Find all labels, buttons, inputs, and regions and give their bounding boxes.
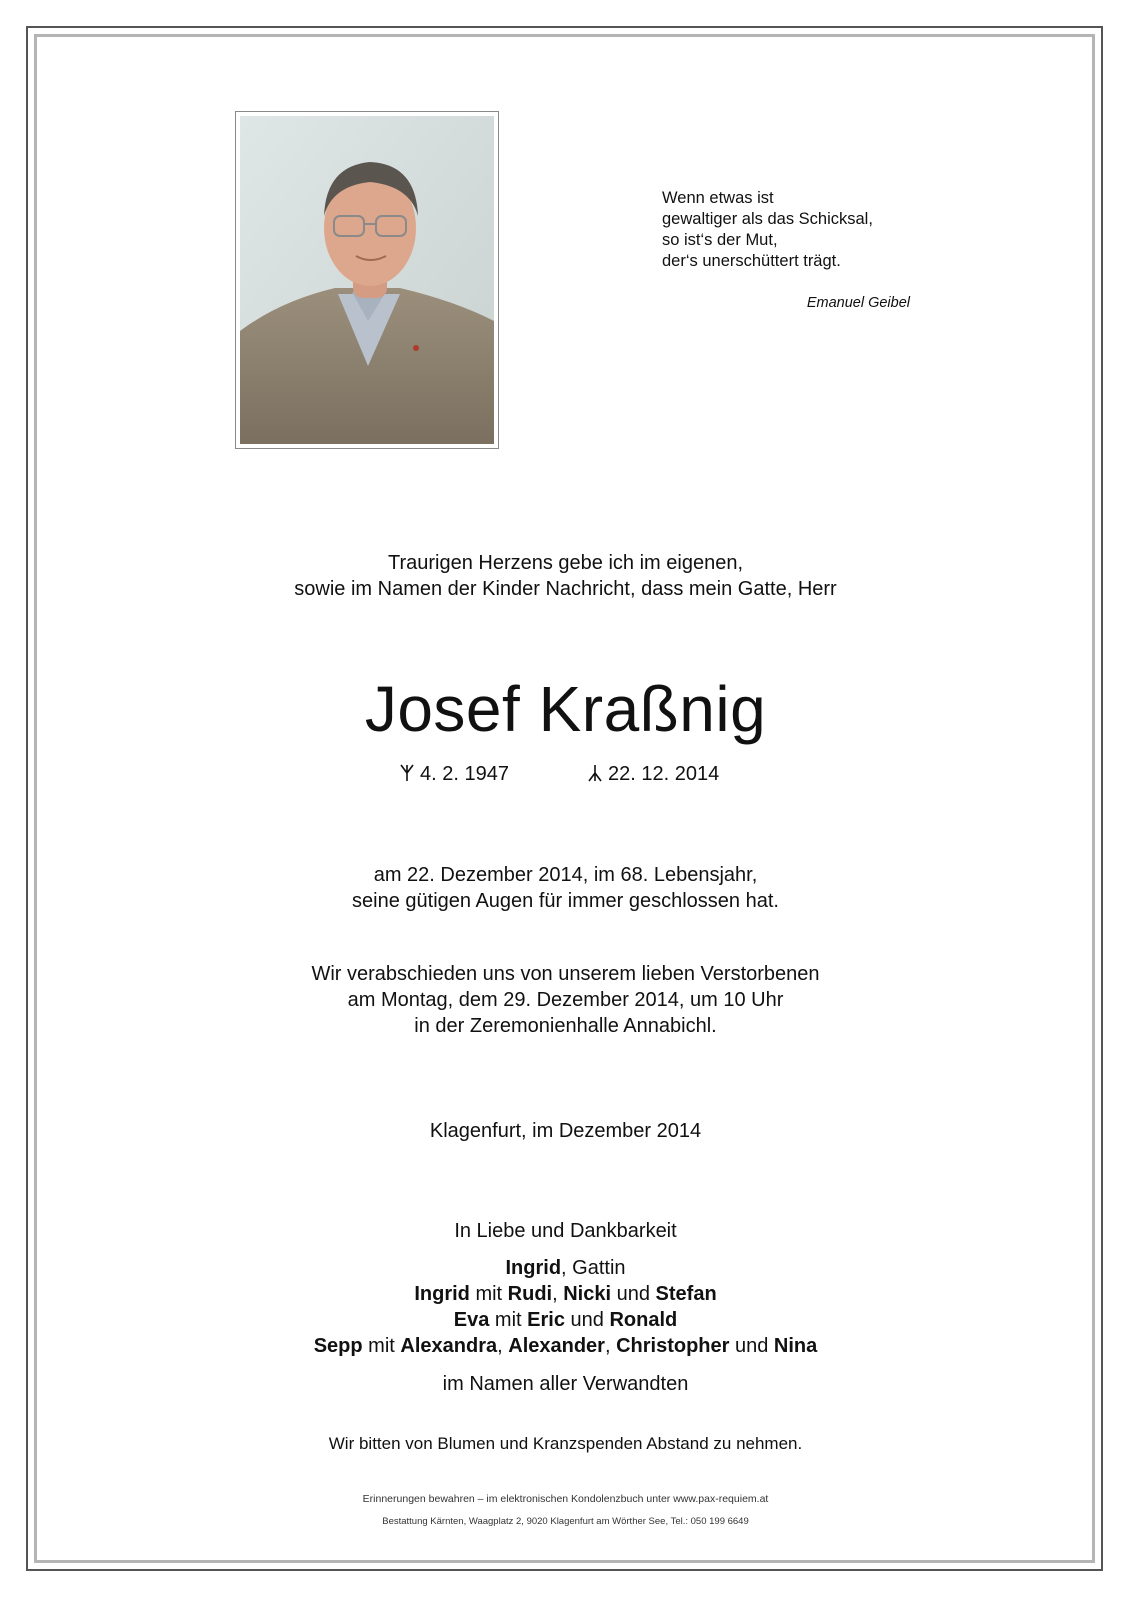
place-date: Klagenfurt, im Dezember 2014: [429, 1120, 702, 1142]
family-connector: mit: [489, 1309, 528, 1331]
family-line: [0, 1281, 1131, 1307]
death-symbol-icon: [588, 764, 602, 782]
family-line: [0, 1307, 1131, 1333]
farewell-notice: [0, 961, 1131, 1039]
footer-address: Bestattung Kärnten, Waagplatz 2, 9020 Klagenfurt am Wörther See, Tel.: 050 199 6649: [382, 1516, 749, 1527]
family-connector: und: [564, 1309, 610, 1331]
quote-author: Emanuel Geibel: [806, 295, 910, 311]
footer-condolence: Erinnerungen bewahren – im elektronischen Kondolenzbuch unter www.pax-requiem.at: [362, 1493, 769, 1505]
deceased-name: Josef Kraßnig: [364, 673, 767, 745]
family-name: Eva: [453, 1309, 490, 1331]
death-notice: [0, 862, 1131, 914]
family-connector: , Gattin: [561, 1257, 626, 1279]
farewell-line: am Montag, dem 29. Dezember 2014, um 10 Uhr: [347, 989, 784, 1011]
intro-line: sowie im Namen der Kinder Nachricht, dass mein Gatte, Herr: [294, 578, 837, 600]
quote-line: Wenn etwas ist: [662, 189, 774, 207]
death-date: 22. 12. 2014: [608, 763, 720, 785]
flower-request: Wir bitten von Blumen und Kranzspenden Abstand zu nehmen.: [328, 1434, 803, 1453]
family-connector: mit: [362, 1335, 401, 1357]
birth-date: 4. 2. 1947: [420, 763, 509, 785]
family-name: Stefan: [655, 1283, 717, 1305]
family-line: [0, 1255, 1131, 1281]
family-list: [0, 1255, 1131, 1359]
family-name: Nina: [773, 1335, 818, 1357]
family-connector: und: [729, 1335, 774, 1357]
family-name: Ingrid: [505, 1257, 562, 1279]
intro-line: Traurigen Herzens gebe ich im eigenen,: [387, 552, 743, 574]
family-name: Nicki: [563, 1283, 612, 1305]
family-name: Eric: [527, 1309, 565, 1331]
farewell-line: in der Zeremonienhalle Annabichl.: [414, 1015, 717, 1037]
family-name: Ingrid: [414, 1283, 470, 1305]
death-date-group: [588, 761, 719, 787]
family-connector: ,: [552, 1283, 564, 1305]
portrait-frame: [235, 111, 499, 449]
portrait-photo: [240, 116, 494, 444]
closing-greeting: In Liebe und Dankbarkeit: [454, 1220, 677, 1242]
family-connector: ,: [604, 1335, 617, 1357]
intro-text: [0, 550, 1131, 602]
life-dates: [0, 761, 1131, 787]
death-notice-line: am 22. Dezember 2014, im 68. Lebensjahr,: [373, 864, 758, 886]
family-connector: ,: [497, 1335, 509, 1357]
birth-symbol-icon: [400, 764, 414, 782]
quote-line: gewaltiger als das Schicksal,: [662, 210, 873, 228]
family-name: Alexander: [508, 1335, 605, 1357]
family-name: Christopher: [616, 1335, 730, 1357]
family-name: Alexandra: [400, 1335, 498, 1357]
birth-date-group: [400, 761, 509, 787]
family-name: Ronald: [609, 1309, 678, 1331]
family-line: [0, 1333, 1131, 1359]
death-notice-line: seine gütigen Augen für immer geschlossen hat.: [352, 890, 779, 912]
quote-line: der‘s unerschüttert trägt.: [662, 252, 841, 270]
family-name: Sepp: [313, 1335, 363, 1357]
relatives-line: im Namen aller Verwandten: [442, 1373, 689, 1395]
family-connector: mit: [469, 1283, 508, 1305]
quote-line: so ist‘s der Mut,: [662, 231, 778, 249]
farewell-line: Wir verabschieden uns von unserem lieben Verstorbenen: [311, 963, 820, 985]
quote: [662, 188, 922, 272]
family-name: Rudi: [507, 1283, 553, 1305]
family-connector: und: [611, 1283, 656, 1305]
